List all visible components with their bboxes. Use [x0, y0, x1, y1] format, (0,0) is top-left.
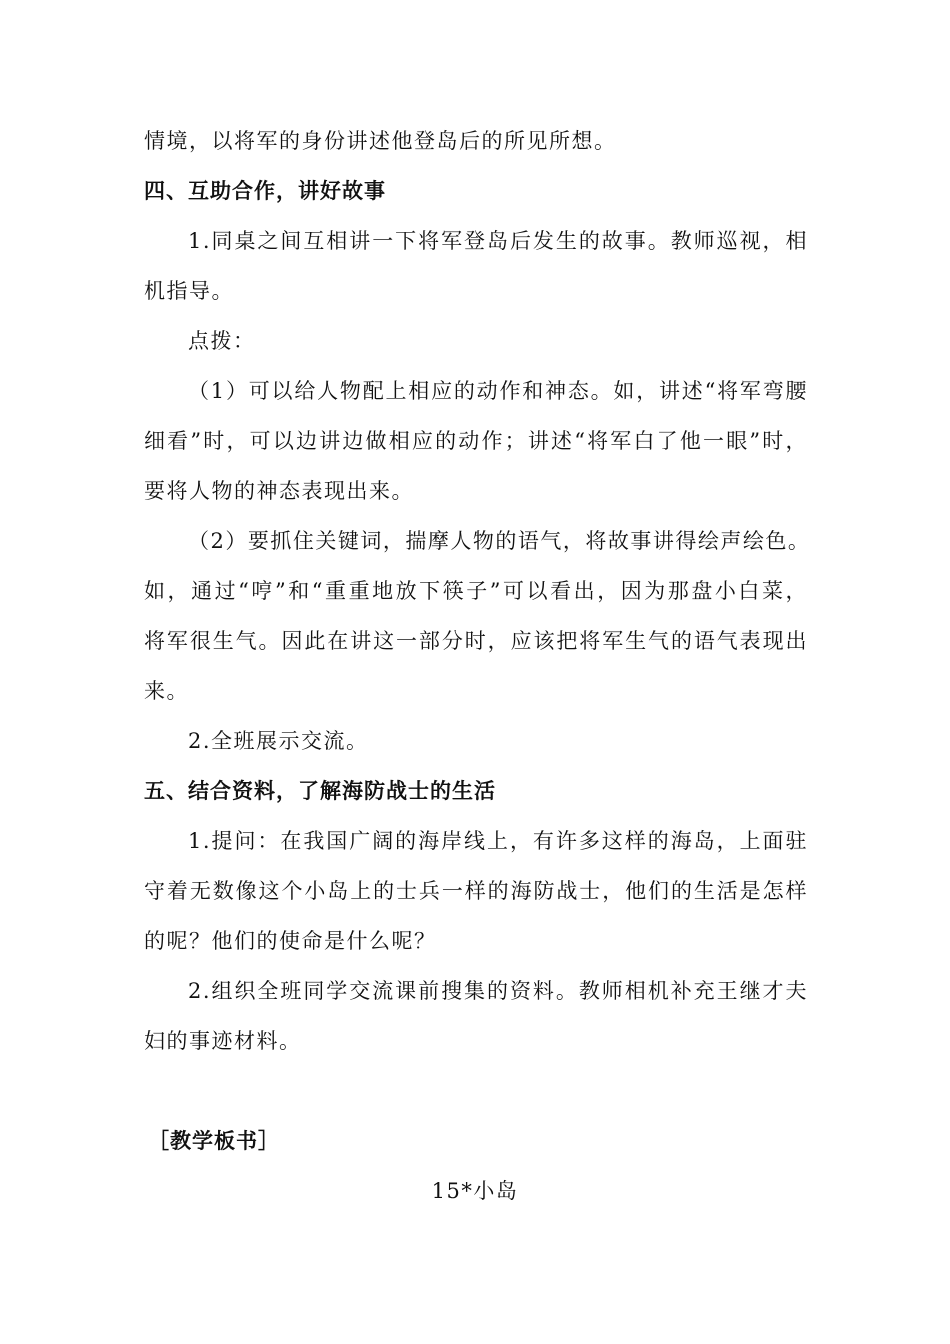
- paragraph-line: （2）要抓住关键词，揣摩人物的语气，将故事讲得绘声绘色。: [188, 529, 811, 553]
- section-heading-5: 五、结合资料，了解海防战士的生活: [144, 779, 496, 803]
- paragraph-line: 的呢？他们的使命是什么呢？: [144, 929, 437, 953]
- section-heading-4: 四、互助合作，讲好故事: [144, 179, 386, 203]
- paragraph-line: 来。: [144, 679, 189, 703]
- paragraph-line: （1）可以给人物配上相应的动作和神态。如，讲述“将军弯腰: [188, 379, 808, 403]
- paragraph-line: 2.全班展示交流。: [188, 729, 369, 753]
- paragraph-line: 细看”时，可以边讲边做相应的动作；讲述“将军白了他一眼”时，: [144, 429, 808, 453]
- paragraph-line: 2.组织全班同学交流课前搜集的资料。教师相机补充王继才夫: [188, 979, 808, 1003]
- paragraph-line: 点拨：: [188, 329, 256, 353]
- board-heading: ［教学板书］: [148, 1129, 280, 1153]
- paragraph-line: 情境，以将军的身份讲述他登岛后的所见所想。: [144, 129, 617, 153]
- paragraph-line: 1.同桌之间互相讲一下将军登岛后发生的故事。教师巡视，相: [188, 229, 808, 253]
- paragraph-line: 妇的事迹材料。: [144, 1029, 302, 1053]
- board-title: 15*小岛: [431, 1179, 519, 1203]
- paragraph-line: 1.提问：在我国广阔的海岸线上，有许多这样的海岛，上面驻: [188, 829, 808, 853]
- paragraph-line: 要将人物的神态表现出来。: [144, 479, 414, 503]
- paragraph-line: 机指导。: [144, 279, 234, 303]
- paragraph-line: 将军很生气。因此在讲这一部分时，应该把将军生气的语气表现出: [144, 629, 808, 653]
- paragraph-line: 如，通过“哼”和“重重地放下筷子”可以看出，因为那盘小白菜，: [144, 579, 808, 603]
- paragraph-line: 守着无数像这个小岛上的士兵一样的海防战士，他们的生活是怎样: [144, 879, 808, 903]
